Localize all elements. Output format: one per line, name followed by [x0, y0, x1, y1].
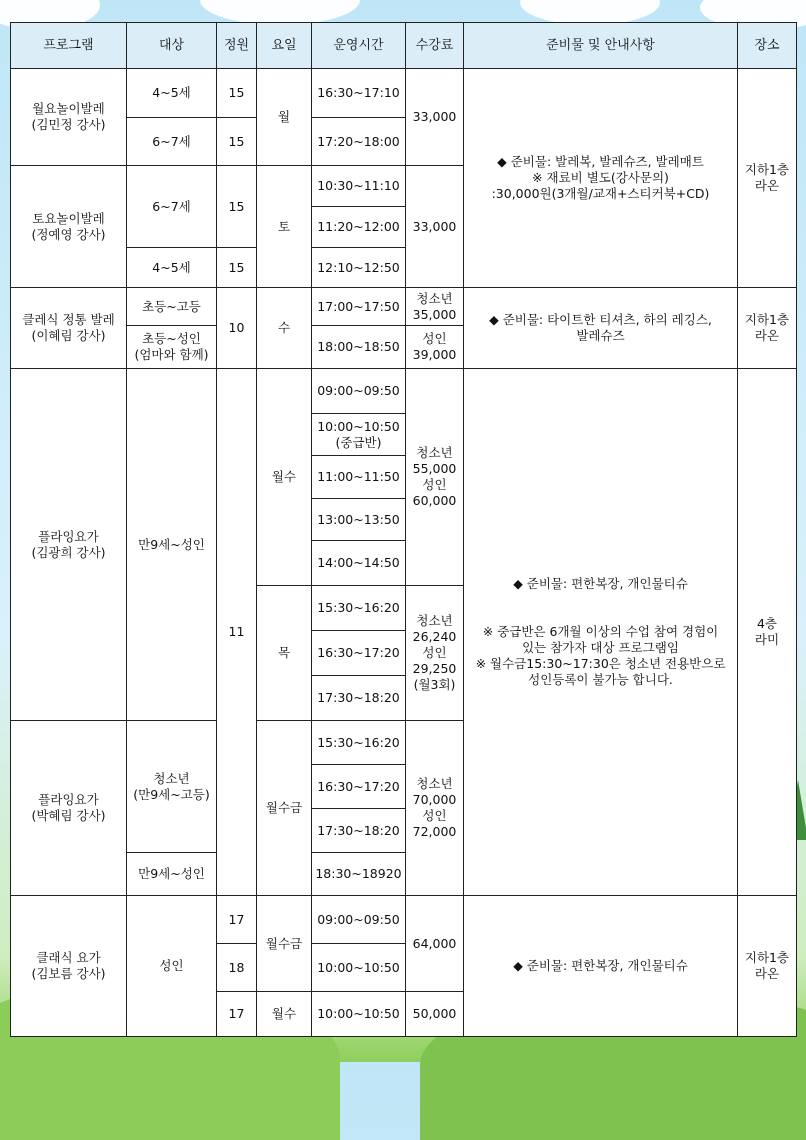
notes-cell: ◆ 준비물: 타이트한 티셔츠, 하의 레깅스, 발레슈즈 [464, 288, 738, 369]
fee-cell: 33,000 [406, 69, 464, 166]
day-cell: 목 [257, 586, 312, 721]
capacity-cell: 18 [217, 944, 257, 992]
day-cell: 토 [257, 166, 312, 288]
time-cell: 12:10~12:50 [312, 248, 406, 288]
target-cell: 4~5세 [127, 248, 217, 288]
target-cell: 4~5세 [127, 69, 217, 118]
fee-cell: 64,000 [406, 896, 464, 992]
notes-cell: ◆ 준비물: 편한복장, 개인물티슈 ※ 중급반은 6개월 이상의 수업 참여 경험이 있는 참가자 대상 프로그램임 ※ 월수금15:30~17:30은 청소년 전용반으로 성인등록이 불가능 합니다. [464, 369, 738, 896]
program-name: 플라잉요가 (박혜림 강사) [11, 721, 127, 896]
capacity-cell: 17 [217, 896, 257, 944]
capacity-cell: 11 [217, 369, 257, 896]
program-name: 클래식 요가 (김보름 강사) [11, 896, 127, 1037]
program-name: 플라잉요가 (김광희 강사) [11, 369, 127, 721]
time-cell: 15:30~16:20 [312, 721, 406, 765]
day-cell: 월수금 [257, 721, 312, 896]
capacity-cell: 15 [217, 69, 257, 118]
time-cell: 16:30~17:10 [312, 69, 406, 118]
time-cell: 11:20~12:00 [312, 207, 406, 248]
day-cell: 수 [257, 288, 312, 369]
time-cell: 17:20~18:00 [312, 118, 406, 166]
program-schedule-table [10, 22, 797, 1037]
time-cell: 11:00~11:50 [312, 456, 406, 499]
time-cell: 18:30~18920 [312, 853, 406, 896]
capacity-cell: 15 [217, 118, 257, 166]
fee-cell: 청소년 26,240 성인 29,250 (월3회) [406, 586, 464, 721]
header-target: 대상 [127, 23, 217, 69]
day-cell: 월수 [257, 992, 312, 1037]
place-cell: 4층 라미 [738, 369, 797, 896]
header-row [11, 23, 797, 69]
fee-cell: 청소년 35,000 [406, 288, 464, 326]
time-cell: 17:00~17:50 [312, 288, 406, 326]
capacity-cell: 15 [217, 248, 257, 288]
program-name: 월요놀이발레 (김민정 강사) [11, 69, 127, 166]
target-cell: 만9세~성인 [127, 369, 217, 721]
time-cell: 13:00~13:50 [312, 499, 406, 541]
notes-cell: ◆ 준비물: 편한복장, 개인물티슈 [464, 896, 738, 1037]
header-fee: 수강료 [406, 23, 464, 69]
place-cell: 지하1층 라온 [738, 896, 797, 1037]
target-cell: 만9세~성인 [127, 853, 217, 896]
time-cell: 17:30~18:20 [312, 809, 406, 853]
time-cell: 09:00~09:50 [312, 896, 406, 944]
time-cell: 10:00~10:50 (중급반) [312, 414, 406, 456]
program-name: 토요놀이발레 (정예영 강사) [11, 166, 127, 288]
fee-cell: 50,000 [406, 992, 464, 1037]
header-place: 장소 [738, 23, 797, 69]
day-cell: 월 [257, 69, 312, 166]
header-notes: 준비물 및 안내사항 [464, 23, 738, 69]
time-cell: 15:30~16:20 [312, 586, 406, 631]
day-cell: 월수 [257, 369, 312, 586]
time-cell: 17:30~18:20 [312, 676, 406, 721]
place-cell: 지하1층 라온 [738, 288, 797, 369]
notes-cell: ◆ 준비물: 발레복, 발레슈즈, 발레매트 ※ 재료비 별도(강사문의) :30,000원(3개월/교재+스티커북+CD) [464, 69, 738, 288]
header-capacity: 정원 [217, 23, 257, 69]
table-row [11, 69, 797, 118]
target-cell: 6~7세 [127, 166, 217, 248]
header-time: 운영시간 [312, 23, 406, 69]
day-cell: 월수금 [257, 896, 312, 992]
time-cell: 16:30~17:20 [312, 765, 406, 809]
header-day: 요일 [257, 23, 312, 69]
time-cell: 14:00~14:50 [312, 541, 406, 586]
time-cell: 18:00~18:50 [312, 326, 406, 369]
target-cell: 성인 [127, 896, 217, 1037]
target-cell: 6~7세 [127, 118, 217, 166]
target-cell: 초등~고등 [127, 288, 217, 326]
target-cell: 초등~성인 (엄마와 함께) [127, 326, 217, 369]
time-cell: 10:30~11:10 [312, 166, 406, 207]
fee-cell: 청소년 55,000 성인 60,000 [406, 369, 464, 586]
capacity-cell: 10 [217, 288, 257, 369]
time-cell: 10:00~10:50 [312, 992, 406, 1037]
table-row [11, 896, 797, 944]
time-cell: 10:00~10:50 [312, 944, 406, 992]
place-cell: 지하1층 라온 [738, 69, 797, 288]
capacity-cell: 15 [217, 166, 257, 248]
time-cell: 16:30~17:20 [312, 631, 406, 676]
program-name: 클레식 정통 발레 (이혜림 강사) [11, 288, 127, 369]
time-cell: 09:00~09:50 [312, 369, 406, 414]
table-row [11, 369, 797, 414]
capacity-cell: 17 [217, 992, 257, 1037]
fee-cell: 성인 39,000 [406, 326, 464, 369]
table-row [11, 288, 797, 326]
target-cell: 청소년 (만9세~고등) [127, 721, 217, 853]
fee-cell: 청소년 70,000 성인 72,000 [406, 721, 464, 896]
header-program: 프로그램 [11, 23, 127, 69]
fee-cell: 33,000 [406, 166, 464, 288]
